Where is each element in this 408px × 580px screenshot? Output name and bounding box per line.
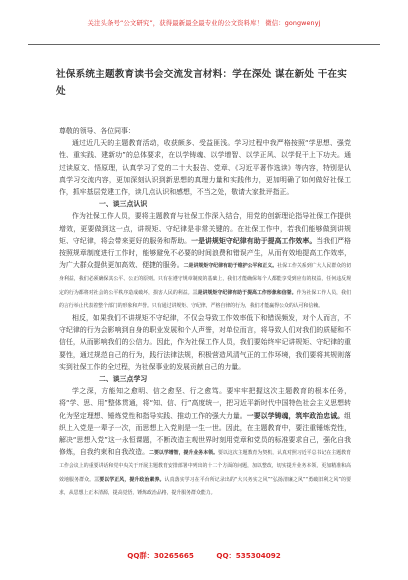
point-heading-1: 一是讲规矩守纪律有助于提高工作效率。 bbox=[191, 236, 317, 245]
point-heading-2: 二要以学增智，提升业务本领。 bbox=[149, 450, 219, 457]
paragraph-text: 当我们严格按照规章制度进行工作时，能够避免不必要的时间浪费和错误产生，从而有效地提高工作效率，为广大群众提供更加高效、便捷的服务。 bbox=[59, 236, 352, 270]
paragraph-text: 要以这次主题教育为契机，认真对照习近平总书记在主题教育工作会议上的重要讲话和党中央关于开展主题教育安排部署中列出的十二个方面的问题，加以整改，切实提升业务本领，更加精准和高效地服务群众。 bbox=[59, 450, 351, 483]
point-heading-2: 二是讲规矩守纪律有助于维护公平和正义。 bbox=[183, 263, 278, 270]
paragraph-text: 组织上入党是一辈子一次，而思想上入党则是一生一世。因此，在主题教育中，要注重锤炼党性，解决“思想入党”这一永恒课题，不断改造主观世界时刻用党章和党员的标准要求自己，强化自我修炼，自我约束和自我改造。 bbox=[59, 411, 352, 457]
intro-paragraph: 通过近几天的主题教育活动，收获颇多、受益匪浅。学习过程中我严格按照“学思想、强党性、重实践、建新功”的总体要求，在以学铸魂、以学增智、以学正风、以学促干上下功夫。通过读原文、悟原理，认真学习了党的二十大报告、党章、《习近平著作选读》等内容，特别是认真学习交流内容，更加深刻认识到新思想的真理力量和实践伟力，更加明确了如何做好社保工作，抓牢基层党建工作，读几点认识和感想，不当之处，敬请大家批评指正。 bbox=[59, 139, 351, 197]
paragraph-text: 认真落实学习在平台所记录出的“大兴务实之风”“弘扬清廉之风”“勇破旧利之风”的要求，从思想上正本清源，提高觉悟，锤炼政治品格，提升服务群众能力。 bbox=[59, 476, 351, 496]
section2-paragraph-1 bbox=[59, 385, 351, 499]
footer-contact: QQ群：30265665 QQ：535304092 bbox=[127, 551, 281, 560]
salutation: 尊敬的领导、各位同事： bbox=[59, 127, 135, 135]
point-heading-3: 三是讲规矩守纪律有助于提高工作形象和信誉。 bbox=[192, 289, 297, 296]
section-heading-2: 二、谈三点学习 bbox=[99, 375, 148, 384]
header-banner: 关注头条号“公文研究”，获得最新最全最专业的公文资料库！ 微信：gongwenyj bbox=[87, 19, 321, 27]
paragraph-text: 社保工作关系到广大人民群众的切身利益，我们必须确保其公平、公正的原则。只有在遵守规章制度的基础上，我们才能确保每个人都能享受到应有的权益，任何违反规定的行为都将对社会的公平秩序造成破坏，损害人民的利益。 bbox=[59, 263, 351, 296]
section1-paragraph-2: 相反，如果我们不讲规矩不守纪律，不仅会导致工作效率低下和错误频发，对个人而言，不守纪律的行为会影响到自身的职业发展和个人声誉，对单位而言，将导致人们对我们的质疑和不信任，从而影响我们的公信力。因此，作为社保工作人员，我们要始终牢记讲规矩、守纪律的重要性，通过规范自己的行为，践行法律法规，积极营造风清气正的工作环境，我们要将其规则落实到社保工作的全过程，为社保事业的发展贡献自己的力量。 bbox=[59, 314, 351, 371]
document-title: 社保系统主题教育读书会交流发言材料：学在深处 谋在新处 干在实处 bbox=[56, 69, 348, 97]
section-heading-1: 一、谈三点认识 bbox=[99, 200, 148, 209]
paragraph-text: 学之深，方能知之愈明、信之愈坚、行之愈笃。要牢牢把握这次主题教育的根本任务，将“学、思、用”整体贯通，将“知、信、行”高度统一，把习近平新时代中国特色社会主义思想转化为坚定理想、锤炼党性和指导实践、推动工作的强大力量。 bbox=[59, 387, 351, 420]
paragraph-text: 作为社保工作人员，要将主题教育与社保工作深入结合，用党的创新理论指导社保工作提供增效，更要做到这一点，讲规矩、守纪律是非常关键的。在社保工作中，若我们能够做到讲规矩、守纪律，将会带来更好的服务和帮助。 bbox=[59, 212, 351, 245]
document-body bbox=[59, 125, 351, 499]
header-divider bbox=[28, 44, 380, 45]
point-heading-3: 三要以学正风，提升政治素养。 bbox=[94, 476, 165, 483]
paragraph-text: 作为社保工作人员，我们的言行举止代表着整个部门的形象和声誉。只有通过讲规矩、守纪律，严格自律的行为，我们才能赢得公众的认可和信赖。 bbox=[59, 289, 351, 309]
point-heading-1: 一要以学铸魂，筑牢政治忠诚。 bbox=[246, 411, 345, 420]
section1-paragraph-1 bbox=[59, 210, 351, 312]
